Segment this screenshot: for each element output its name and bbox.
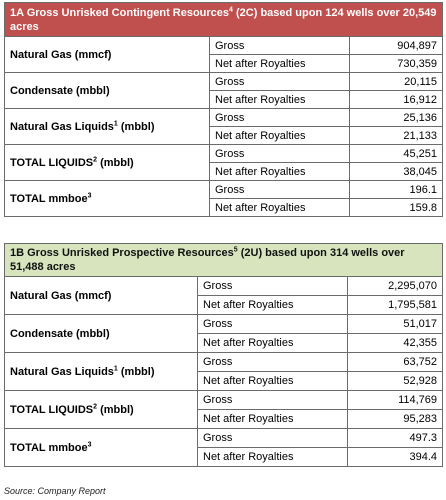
table-1a-title: 1A Gross Unrisked Contingent Resources$^4$ (2C) based upon 124 wells over 20,549 acres [5, 3, 443, 37]
table-row [5, 391, 443, 410]
net-label: Net after Royalties [210, 55, 350, 73]
gross-label: Gross [198, 353, 348, 372]
resource-label: Condensate (mbbl) [5, 73, 210, 109]
net-label: Net after Royalties [198, 448, 348, 467]
gross-value: 51,017 [348, 315, 443, 334]
net-value: 38,045 [350, 163, 443, 181]
gross-label: Gross [210, 181, 350, 199]
net-label: Net after Royalties [198, 334, 348, 353]
resource-label: TOTAL LIQUIDS$^2$ (mbbl) [5, 391, 198, 429]
gross-value: 20,115 [350, 73, 443, 91]
gross-value: 45,251 [350, 145, 443, 163]
net-value: 95,283 [348, 410, 443, 429]
table-row [5, 181, 443, 199]
gross-label: Gross [198, 315, 348, 334]
net-label: Net after Royalties [198, 296, 348, 315]
table-1b-title: 1B Gross Unrisked Prospective Resources$^5$ (2U) based upon 314 wells over 51,488 acres [5, 244, 443, 277]
table-row [5, 109, 443, 127]
net-label: Net after Royalties [210, 199, 350, 217]
source-note: Source: Company Report [4, 486, 106, 496]
table-row [5, 353, 443, 372]
gross-label: Gross [210, 37, 350, 55]
resource-label: Natural Gas (mmcf) [5, 37, 210, 73]
gross-label: Gross [210, 145, 350, 163]
gross-label: Gross [198, 391, 348, 410]
net-value: 730,359 [350, 55, 443, 73]
resource-label: Condensate (mbbl) [5, 315, 198, 353]
gross-value: 497.3 [348, 429, 443, 448]
resource-label: Natural Gas Liquids$^1$ (mbbl) [5, 109, 210, 145]
resource-label: Natural Gas Liquids$^1$ (mbbl) [5, 353, 198, 391]
gross-value: 63,752 [348, 353, 443, 372]
gross-value: 114,769 [348, 391, 443, 410]
gross-label: Gross [210, 73, 350, 91]
gross-value: 196.1 [350, 181, 443, 199]
gross-label: Gross [210, 109, 350, 127]
gross-label: Gross [198, 429, 348, 448]
table-row [5, 145, 443, 163]
net-label: Net after Royalties [210, 163, 350, 181]
gross-value: 2,295,070 [348, 277, 443, 296]
net-value: 21,133 [350, 127, 443, 145]
resource-label: Natural Gas (mmcf) [5, 277, 198, 315]
net-value: 16,912 [350, 91, 443, 109]
resource-label: TOTAL mmboe$^3$ [5, 181, 210, 217]
net-value: 52,928 [348, 372, 443, 391]
net-label: Net after Royalties [198, 372, 348, 391]
table-row [5, 37, 443, 55]
gross-value: 25,136 [350, 109, 443, 127]
net-value: 42,355 [348, 334, 443, 353]
prospective-resources-table [4, 243, 443, 467]
net-label: Net after Royalties [210, 127, 350, 145]
resource-label: TOTAL mmboe$^3$ [5, 429, 198, 467]
gross-label: Gross [198, 277, 348, 296]
net-value: 159.8 [350, 199, 443, 217]
table-row [5, 73, 443, 91]
net-value: 1,795,581 [348, 296, 443, 315]
contingent-resources-table [4, 2, 443, 217]
net-label: Net after Royalties [198, 410, 348, 429]
gross-value: 904,897 [350, 37, 443, 55]
table-row [5, 429, 443, 448]
net-label: Net after Royalties [210, 91, 350, 109]
table-row [5, 315, 443, 334]
table-row [5, 277, 443, 296]
resource-label: TOTAL LIQUIDS$^2$ (mbbl) [5, 145, 210, 181]
net-value: 394.4 [348, 448, 443, 467]
